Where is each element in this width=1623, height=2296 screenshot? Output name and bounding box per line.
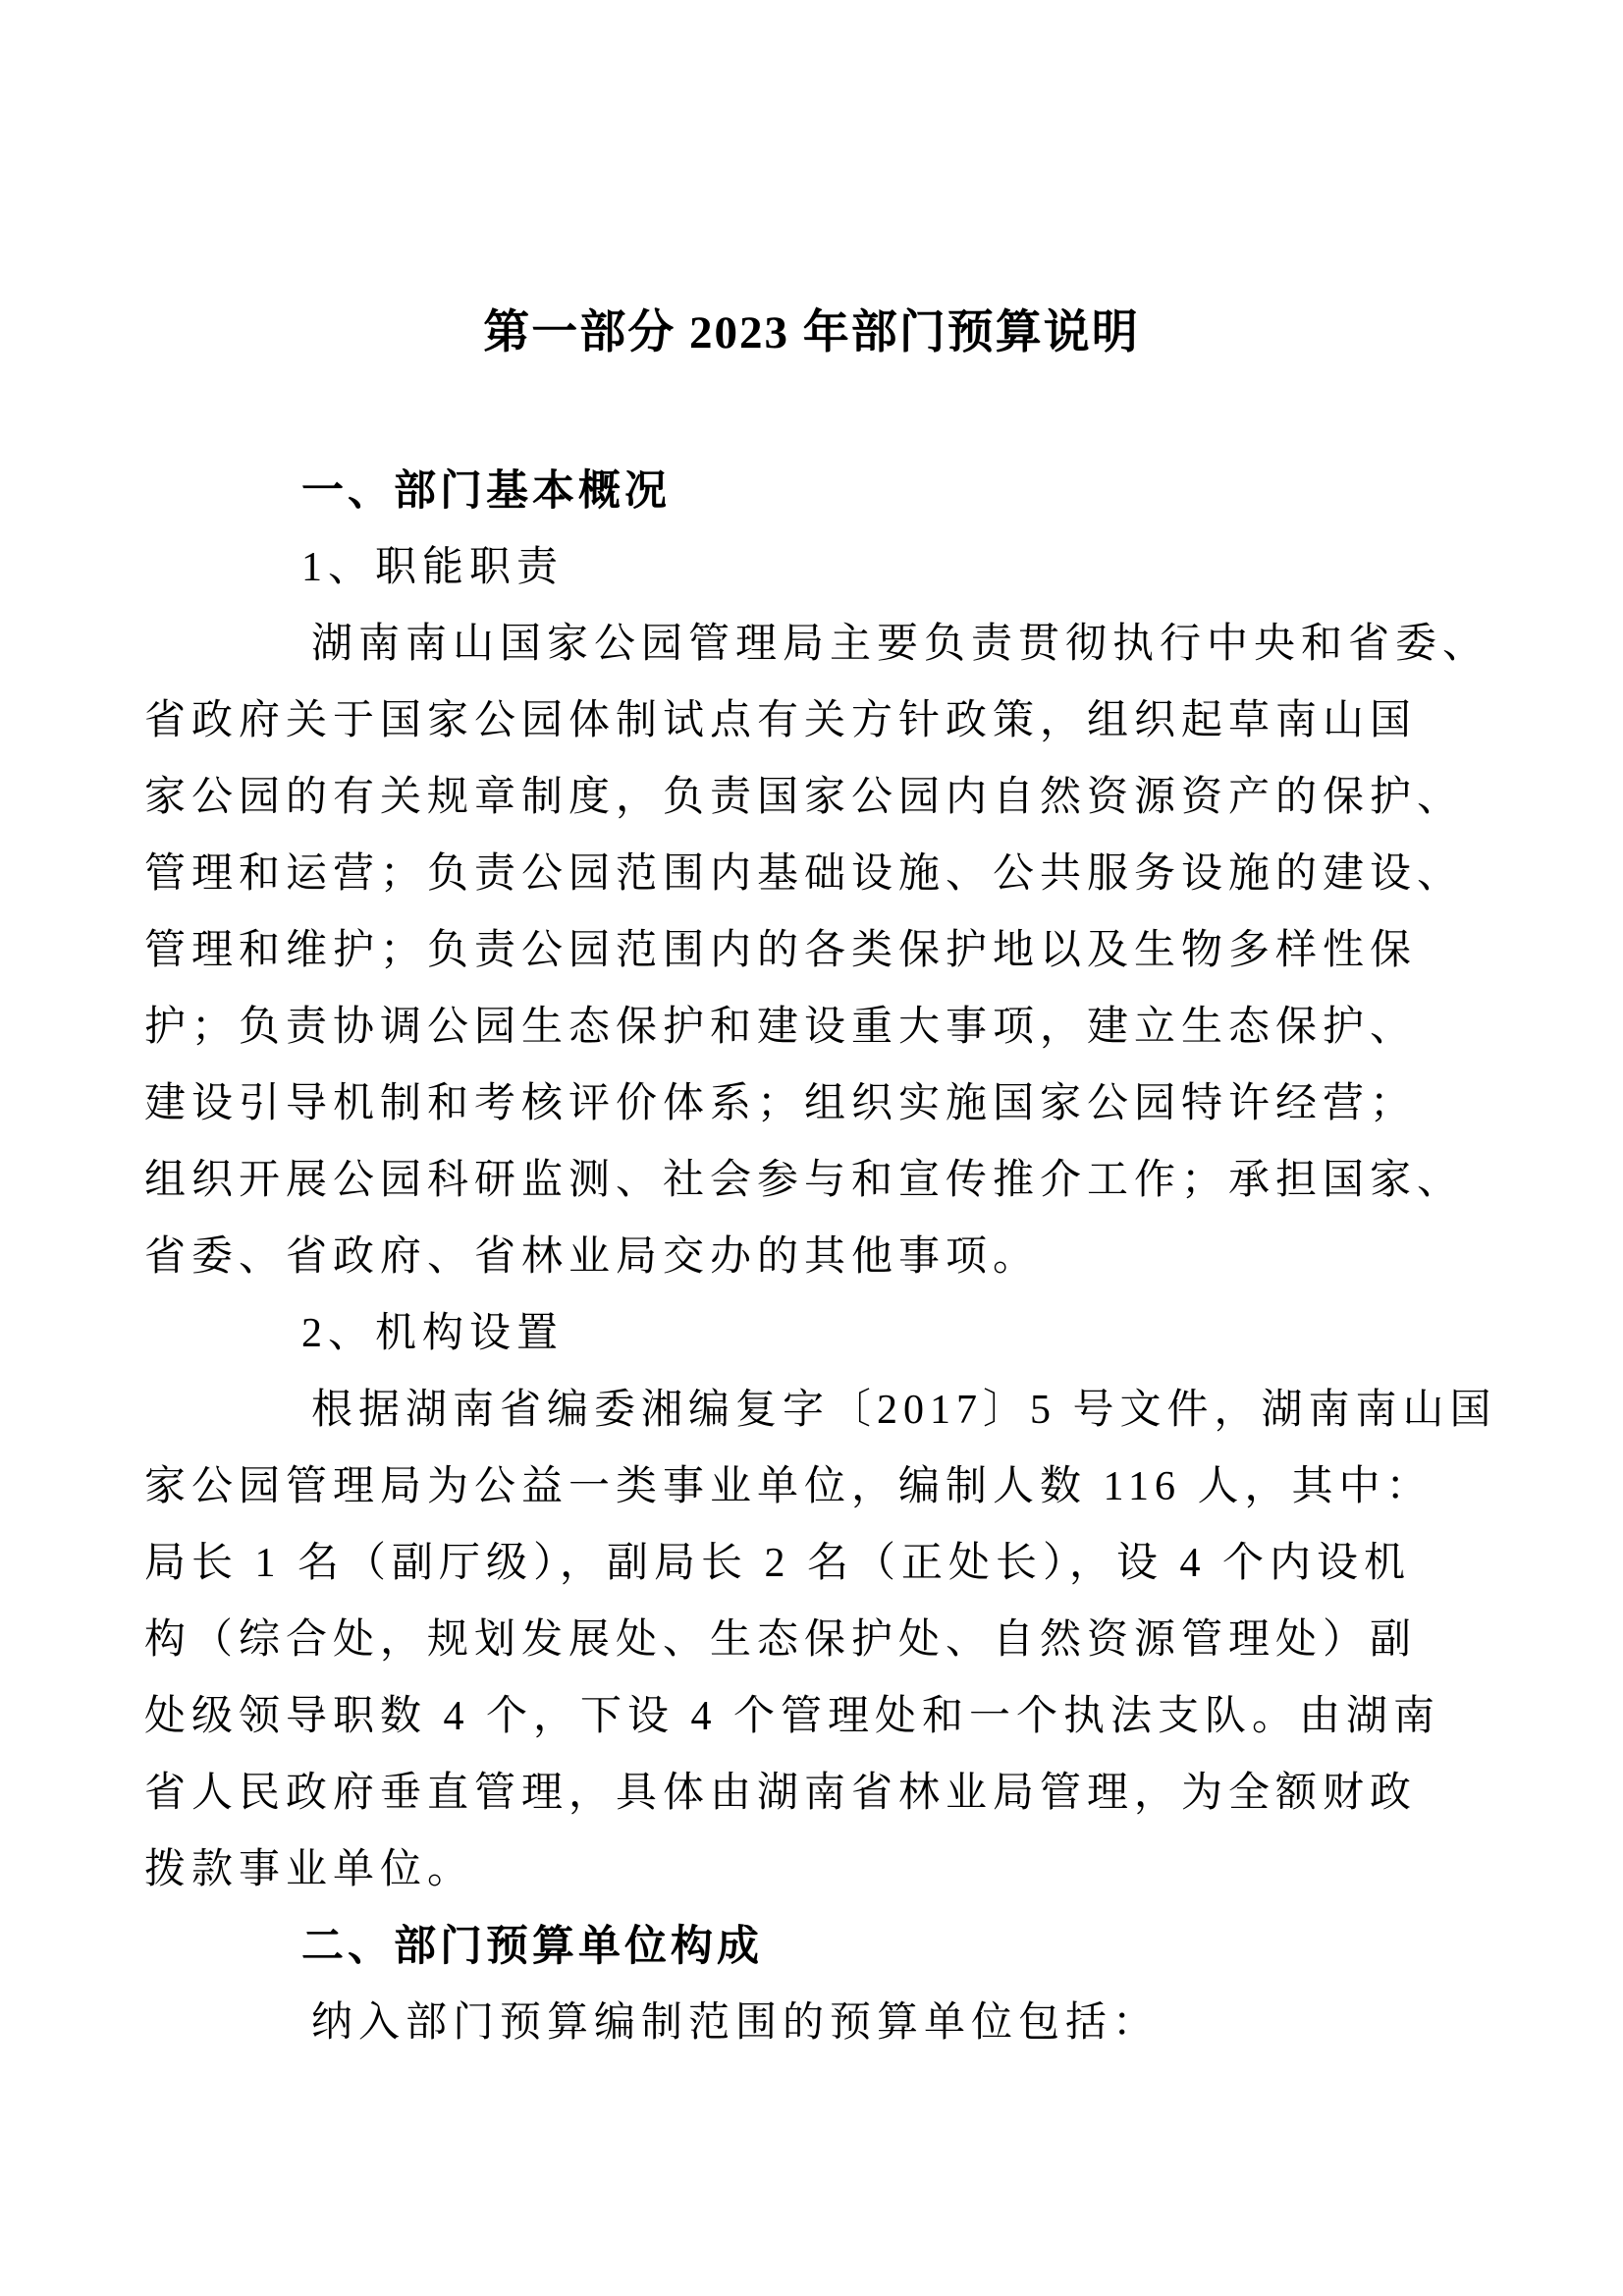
paragraph-1-line: 管理和运营；负责公园范围内基础设施、公共服务设施的建设、 — [144, 851, 1465, 897]
subsection-1-1-heading: 1、职能职责 — [301, 545, 565, 590]
paragraph-2-line: 家公园管理局为公益一类事业单位，编制人数 116 人，其中： — [144, 1464, 1434, 1509]
paragraph-2-line: 构（综合处，规划发展处、生态保护处、自然资源管理处）副 — [144, 1617, 1418, 1663]
subsection-1-2-heading: 2、机构设置 — [301, 1311, 565, 1356]
paragraph-1-line: 省政府关于国家公园体制试点有关方针政策，组织起草南山国 — [144, 698, 1418, 743]
paragraph-1-line: 家公园的有关规章制度，负责国家公园内自然资源资产的保护、 — [144, 775, 1465, 820]
paragraph-1-line: 组织开展公园科研监测、社会参与和宣传推介工作；承担国家、 — [144, 1158, 1465, 1203]
paragraph-1-line: 建设引导机制和考核评价体系；组织实施国家公园特许经营； — [144, 1081, 1418, 1126]
paragraph-2-line: 根据湖南省编委湘编复字〔2017〕5 号文件，湖南南山国 — [311, 1388, 1497, 1433]
document-title: 第一部分 2023 年部门预算说明 — [483, 307, 1140, 358]
section-2-heading: 二、部门预算单位构成 — [301, 1923, 763, 1970]
paragraph-2-line: 拨款事业单位。 — [144, 1847, 475, 1892]
paragraph-1-line: 管理和维护；负责公园范围内的各类保护地以及生物多样性保 — [144, 928, 1418, 973]
paragraph-1-line: 护；负责协调公园生态保护和建设重大事项，建立生态保护、 — [144, 1005, 1418, 1050]
paragraph-1-line: 湖南南山国家公园管理局主要负责贯彻执行中央和省委、 — [311, 622, 1490, 667]
paragraph-2-line: 处级领导职数 4 个，下设 4 个管理处和一个执法支队。由湖南 — [144, 1694, 1441, 1739]
paragraph-1-line: 省委、省政府、省林业局交办的其他事项。 — [144, 1234, 1041, 1280]
paragraph-2-line: 局长 1 名（副厅级），副局长 2 名（正处长），设 4 个内设机 — [144, 1541, 1412, 1586]
paragraph-2-line: 省人民政府垂直管理，具体由湖南省林业局管理，为全额财政 — [144, 1771, 1418, 1816]
section-1-heading: 一、部门基本概况 — [301, 467, 671, 515]
document-body — [0, 453, 1623, 2061]
paragraph-3-line: 纳入部门预算编制范围的预算单位包括： — [311, 2000, 1161, 2046]
